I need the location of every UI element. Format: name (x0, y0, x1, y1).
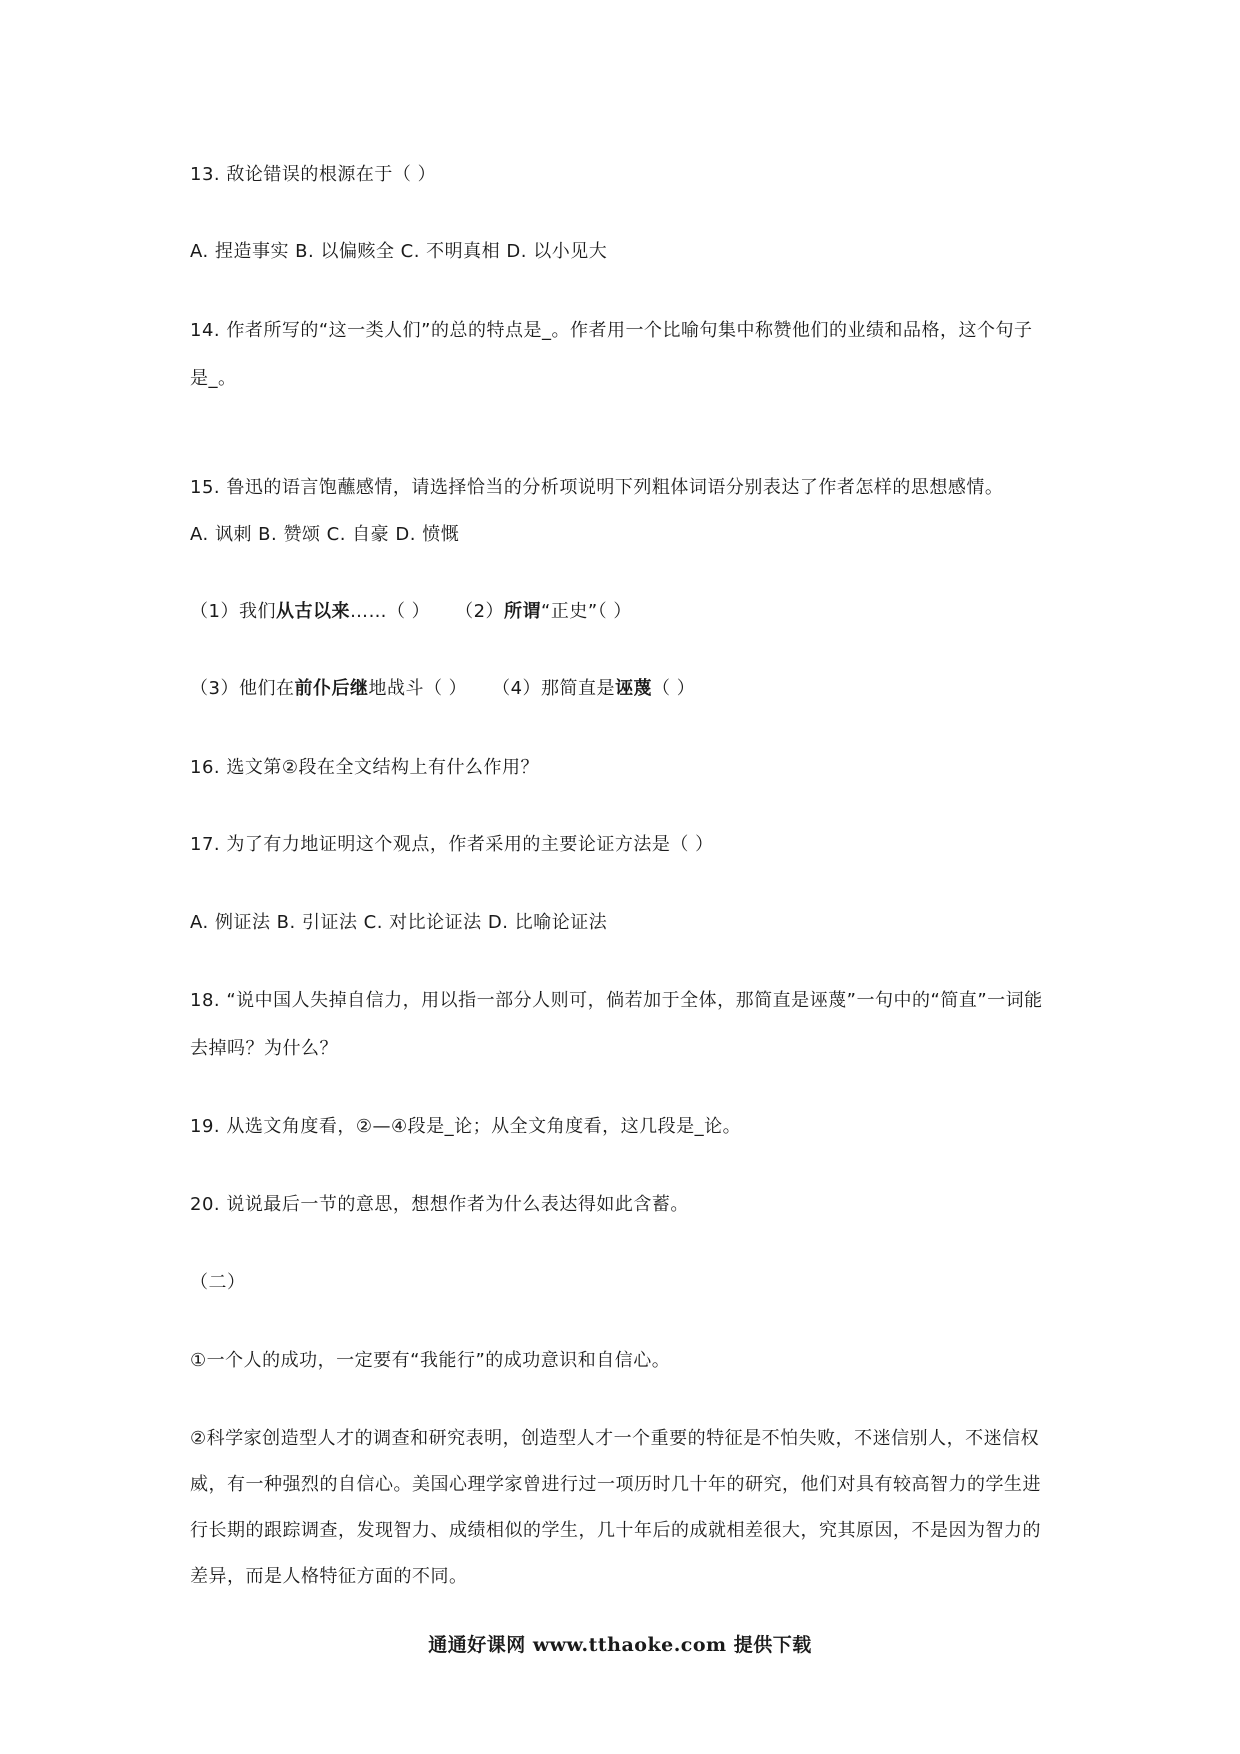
question-18-line-1: 18. “说中国人失掉自信力，用以指一部分人则可，倘若加于全体，那简直是诬蔑”一句中的“简直”一词能 (190, 990, 1043, 1011)
paragraph-2-line-4: 差异，而是人格特征方面的不同。 (190, 1566, 468, 1587)
question-15-items-1-2 (190, 599, 632, 625)
question-16: 16. 选文第②段在全文结构上有什么作用？ (190, 757, 539, 778)
question-13-options: A. 捏造事实 B. 以偏赅全 C. 不明真相 D. 以小见大 (190, 241, 608, 262)
page-footer: 通通好课网 www.tthaoke.com 提供下载 (428, 1634, 812, 1656)
question-15: 15. 鲁迅的语言饱蘸感情，请选择恰当的分析项说明下列粗体词语分别表达了作者怎样的思想感情。 (190, 477, 1004, 498)
item-3-suffix: 地战斗（ ） (368, 678, 468, 699)
item-2-prefix: （2） (455, 601, 505, 622)
item-4-bold-word: 诬蔑 (615, 678, 653, 699)
item-3-bold-word: 前仆后继 (294, 678, 369, 699)
item-4-prefix: （4）那简直是 (492, 678, 616, 699)
question-17: 17. 为了有力地证明这个观点，作者采用的主要论证方法是（ ） (190, 834, 714, 855)
question-14-line-1: 14. 作者所写的“这一类人们”的总的特点是_。作者用一个比喻句集中称赞他们的业绩和品格，这个句子 (190, 320, 1033, 341)
question-15-items-3-4 (190, 676, 695, 702)
item-3-prefix: （3）他们在 (190, 678, 295, 699)
paragraph-2-line-3: 行长期的跟踪调查，发现智力、成绩相似的学生，几十年后的成就相差很大，究其原因，不是因为智力的 (190, 1520, 1041, 1541)
item-2-suffix: “正史”（ ） (541, 601, 632, 622)
paragraph-2-line-2: 威，有一种强烈的自信心。美国心理学家曾进行过一项历时几十年的研究，他们对具有较高智力的学生进 (190, 1474, 1041, 1495)
section-heading: （二） (190, 1272, 246, 1293)
item-2-bold-word: 所谓 (504, 601, 542, 622)
paragraph-2-line-1: ②科学家创造型人才的调查和研究表明，创造型人才一个重要的特征是不怕失败，不迷信别人，不迷信权 (190, 1428, 1040, 1449)
item-4-suffix: （ ） (652, 678, 696, 699)
paragraph-1: ①一个人的成功，一定要有“我能行”的成功意识和自信心。 (190, 1350, 671, 1371)
item-1-bold-word: 从古以来 (275, 601, 350, 622)
question-17-options: A. 例证法 B. 引证法 C. 对比论证法 D. 比喻论证法 (190, 912, 608, 933)
question-13: 13. 敌论错误的根源在于（ ） (190, 164, 437, 185)
question-19: 19. 从选文角度看，②—④段是_论；从全文角度看，这几段是_论。 (190, 1116, 742, 1137)
question-14-line-2: 是_。 (190, 368, 237, 389)
question-18-line-2: 去掉吗？为什么？ (190, 1038, 338, 1059)
question-20: 20. 说说最后一节的意思，想想作者为什么表达得如此含蓄。 (190, 1194, 689, 1215)
item-1-prefix: （1）我们 (190, 601, 276, 622)
question-15-options: A. 讽刺 B. 赞颂 C. 自豪 D. 愤慨 (190, 524, 460, 545)
item-1-suffix: ……（ ） (349, 601, 431, 622)
